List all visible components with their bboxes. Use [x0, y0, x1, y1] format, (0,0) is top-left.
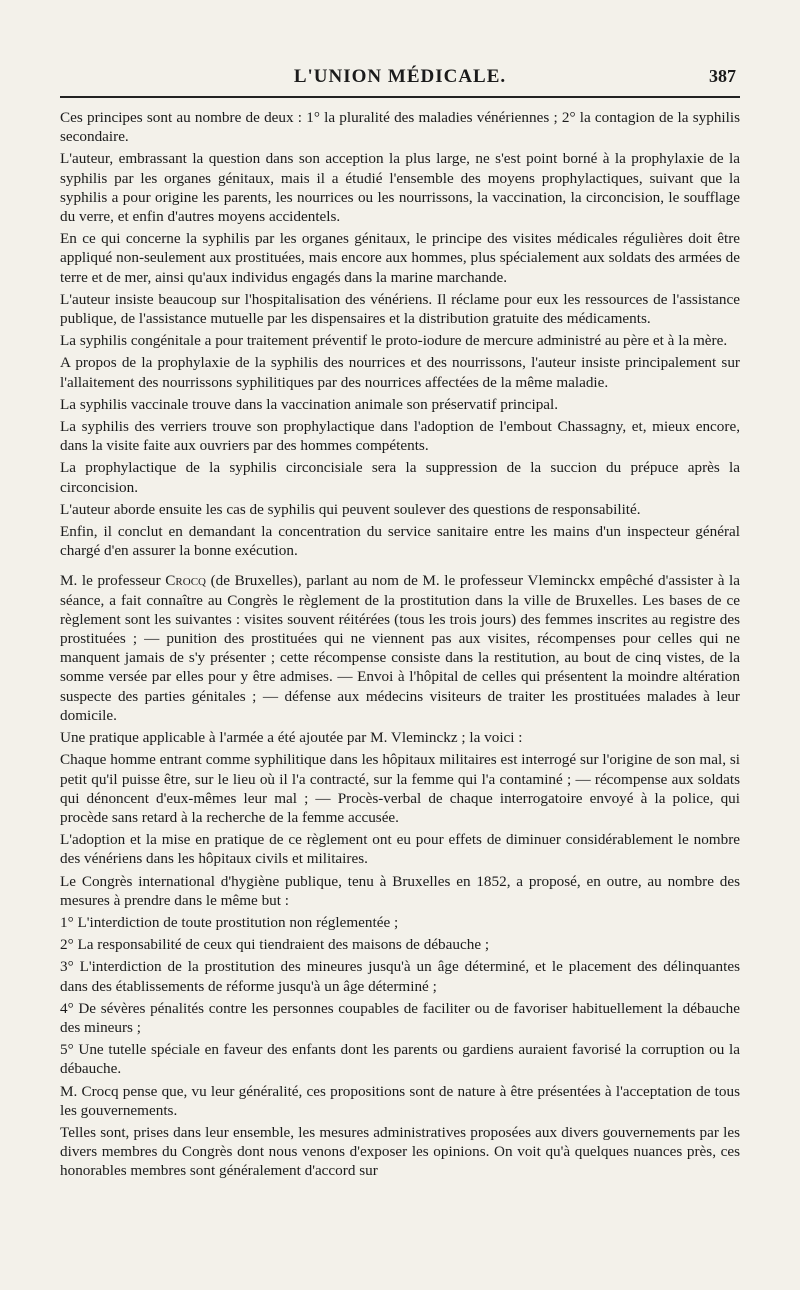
crocq-paragraph	[60, 571, 740, 725]
list-item: 2° La responsabilité de ceux qui tiendraient des maisons de débauche ;	[60, 936, 490, 954]
list-item: 3° L'interdiction de la prostitution des mineures jusqu'à un âge déterminé, et le placement des délinquantes dans des établissements de réforme jusqu'à un âge déterminé ;	[60, 958, 740, 995]
journal-title: L'UNION MÉDICALE.	[293, 66, 507, 87]
paragraph: L'auteur, embrassant la question dans son acception la plus large, ne s'est point borné à la prophylaxie de la syphilis par les organes génitaux, mais il a étudié l'ensemble des moyens prophylactiques, suivant que la syphilis a pour origine les parents, les nourrices ou les nourrissons, la vaccination, la circoncision, le soufflage du verre, et enfin d'autres moyens accidentels.	[60, 150, 740, 226]
paragraph: L'adoption et la mise en pratique de ce règlement ont eu pour effets de diminuer considérablement le nombre des vénériens dans les hôpitaux civils et militaires.	[60, 831, 740, 868]
paragraph: La syphilis vaccinale trouve dans la vaccination animale son préservatif principal.	[60, 395, 559, 413]
paragraph: Une pratique applicable à l'armée a été ajoutée par M. Vleminckz ; la voici :	[60, 729, 523, 747]
crocq-name: Crocq	[165, 572, 206, 590]
document-page	[60, 62, 740, 1184]
list-item: 4° De sévères pénalités contre les personnes coupables de faciliter ou de favoriser habituellement la débauche des mineurs ;	[60, 999, 740, 1036]
paragraph: Telles sont, prises dans leur ensemble, les mesures administratives proposées aux divers gouvernements par les divers membres du Congrès dont nous venons d'exposer les opinions. On voit qu'à quelques nuances près, ces honorables membres sont généralement d'accord sur	[60, 1123, 740, 1180]
paragraph: Ces principes sont au nombre de deux : 1° la pluralité des maladies vénériennes ; 2° la contagion de la syphilis secondaire.	[60, 109, 740, 146]
list-item: 5° Une tutelle spéciale en faveur des enfants dont les parents ou gardiens auraient favorisé la corruption ou la débauche.	[60, 1041, 740, 1078]
crocq-post: (de Bruxelles), parlant au nom de M. le professeur Vleminckx empêché d'assister à la séance, a fait connaître au Congrès le règlement de la prostitution dans la ville de Bruxelles. Les bases de ce règlement sont les suivantes : visites souvent réitérées (tous les trois jours) des femmes inscrites au registre des prostituées ; — punition des prostituées qui ne viennent pas aux visites, récompenses pour celles qui ne manquent jamais de s'y présenter ; cette récompense consiste dans la restitution, au bout de cinq vistes, de la somme versée par elles pour y être admises. — Envoi à l'hôpital de celles qui présentent la moindre altération suspecte des parties génitales ; — défense aux médecins visiteurs de traiter les prostituées malades à leur domicile.	[60, 572, 740, 724]
crocq-pre: M. le professeur	[60, 572, 166, 590]
paragraph: En ce qui concerne la syphilis par les organes génitaux, le principe des visites médicales régulières doit être appliqué non-seulement aux prostituées, mais encore aux hommes, plus spécialement aux soldats des armées de terre et de mer, ainsi qu'aux individus engagés dans la marine marchande.	[60, 230, 740, 286]
paragraph: A propos de la prophylaxie de la syphilis des nourrices et des nourrissons, l'auteur insiste principalement sur l'allaitement des nourrissons syphilitiques par des nourrices affectées de la même maladie.	[60, 354, 740, 391]
article-body	[60, 108, 740, 1181]
paragraph: La syphilis des verriers trouve son prophylactique dans l'adoption de l'embout Chassagny, et, mieux encore, dans la visite faite aux ouvriers par des hommes compétents.	[60, 418, 740, 455]
paragraph: L'auteur insiste beaucoup sur l'hospitalisation des vénériens. Il réclame pour eux les ressources de l'assistance publique, de l'assistance mutuelle par les dispensaires et la distribution gratuite des médicaments.	[60, 290, 740, 328]
page-number: 387	[709, 66, 736, 86]
paragraph: La prophylactique de la syphilis circoncisiale sera la suppression de la succion du prépuce après la circoncision.	[60, 459, 740, 496]
paragraph: Le Congrès international d'hygiène publique, tenu à Bruxelles en 1852, a proposé, en outre, au nombre des mesures à prendre dans le même but :	[60, 872, 740, 909]
list-item: 1° L'interdiction de toute prostitution non réglementée ;	[60, 913, 399, 931]
paragraph: La syphilis congénitale a pour traitement préventif le proto-iodure de mercure administré au père et à la mère.	[60, 332, 728, 350]
page-header	[60, 62, 740, 98]
paragraph: Chaque homme entrant comme syphilitique dans les hôpitaux militaires est interrogé sur l'origine de son mal, si petit qu'il puisse être, sur le lieu où il l'a contracté, sur la femme qui l'a contaminé ; — récompense aux soldats qui dénoncent d'eux-mêmes leur mal ; — Procès-verbal de chaque interrogatoire envoyé à la police, qui procède sans retard à la recherche de la femme accusée.	[60, 751, 740, 826]
section-gap	[60, 563, 740, 571]
paragraph: Enfin, il conclut en demandant la concentration du service sanitaire entre les mains d'un inspecteur général chargé d'en assurer la bonne exécution.	[60, 523, 740, 560]
paragraph: L'auteur aborde ensuite les cas de syphilis qui peuvent soulever des questions de responsabilité.	[60, 500, 641, 518]
paragraph: M. Crocq pense que, vu leur généralité, ces propositions sont de nature à être présentées à l'acceptation de tous les gouvernements.	[60, 1082, 740, 1119]
